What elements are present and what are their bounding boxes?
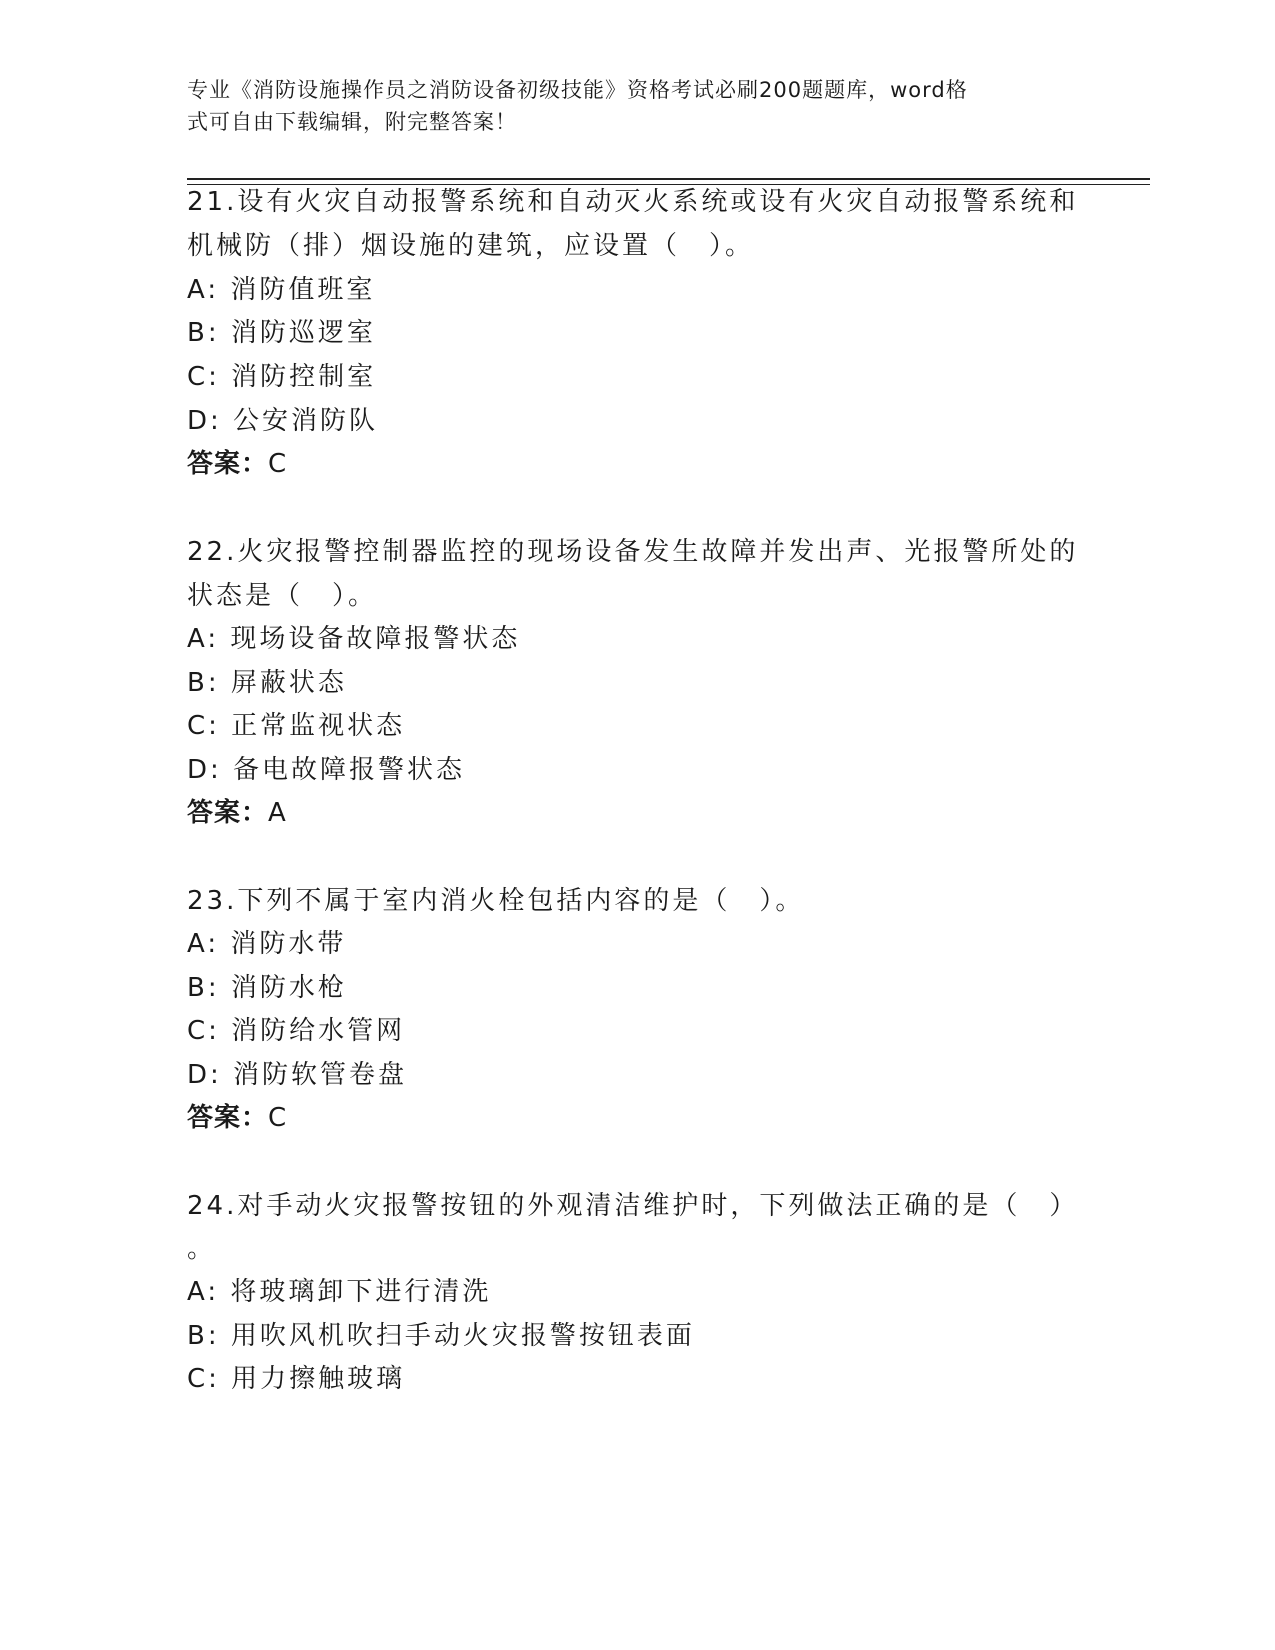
question-21-option-d: D: 公安消防队 <box>187 406 379 436</box>
answer-label: 答案： <box>187 1103 269 1133</box>
intro-line-2: 式可自由下载编辑，附完整答案！ <box>187 110 517 134</box>
question-21-answer <box>187 446 287 482</box>
answer-value: C <box>268 1103 288 1133</box>
question-22-option-a: A: 现场设备故障报警状态 <box>187 624 521 654</box>
question-24-stem-line-2: 。 <box>187 1234 217 1264</box>
question-22-stem-line-1: 22.火灾报警控制器监控的现场设备发生故障并发出声、光报警所处的 <box>187 537 1079 567</box>
answer-value: A <box>268 798 287 828</box>
question-22-option-c: C: 正常监视状态 <box>187 711 406 741</box>
question-21-stem-line-2: 机械防（排）烟设施的建筑，应设置（ ）。 <box>187 231 755 261</box>
answer-value: C <box>268 449 288 479</box>
question-21-option-c: C: 消防控制室 <box>187 362 377 392</box>
question-24-stem-line-1: 24.对手动火灾报警按钮的外观清洁维护时，下列做法正确的是（ ） <box>187 1191 1079 1221</box>
question-23-option-a: A: 消防水带 <box>187 929 347 959</box>
document-intro <box>187 74 1067 138</box>
question-21-stem-line-1: 21.设有火灾自动报警系统和自动灭火系统或设有火灾自动报警系统和 <box>187 187 1079 217</box>
question-24-option-a: A: 将玻璃卸下进行清洗 <box>187 1277 492 1307</box>
question-21-option-b: B: 消防巡逻室 <box>187 318 376 348</box>
question-23-option-b: B: 消防水枪 <box>187 973 347 1003</box>
question-24-option-c: C: 用力擦触玻璃 <box>187 1364 406 1394</box>
question-23-stem-line-1: 23.下列不属于室内消火栓包括内容的是（ ）。 <box>187 886 805 916</box>
question-22-answer <box>187 795 287 831</box>
answer-label: 答案： <box>187 798 269 828</box>
answer-label: 答案： <box>187 449 269 479</box>
question-22-stem-line-2: 状态是（ ）。 <box>187 581 378 611</box>
question-23-option-d: D: 消防软管卷盘 <box>187 1060 408 1090</box>
question-23-option-c: C: 消防给水管网 <box>187 1016 406 1046</box>
question-22-option-d: D: 备电故障报警状态 <box>187 755 466 785</box>
question-24-option-b: B: 用吹风机吹扫手动火灾报警按钮表面 <box>187 1321 695 1351</box>
question-21-option-a: A: 消防值班室 <box>187 275 376 305</box>
question-23-answer <box>187 1100 287 1136</box>
header-divider-thick <box>187 178 1150 180</box>
question-22-option-b: B: 屏蔽状态 <box>187 668 347 698</box>
intro-line-1: 专业《消防设施操作员之消防设备初级技能》资格考试必刷200题题库，word格 <box>187 78 968 102</box>
